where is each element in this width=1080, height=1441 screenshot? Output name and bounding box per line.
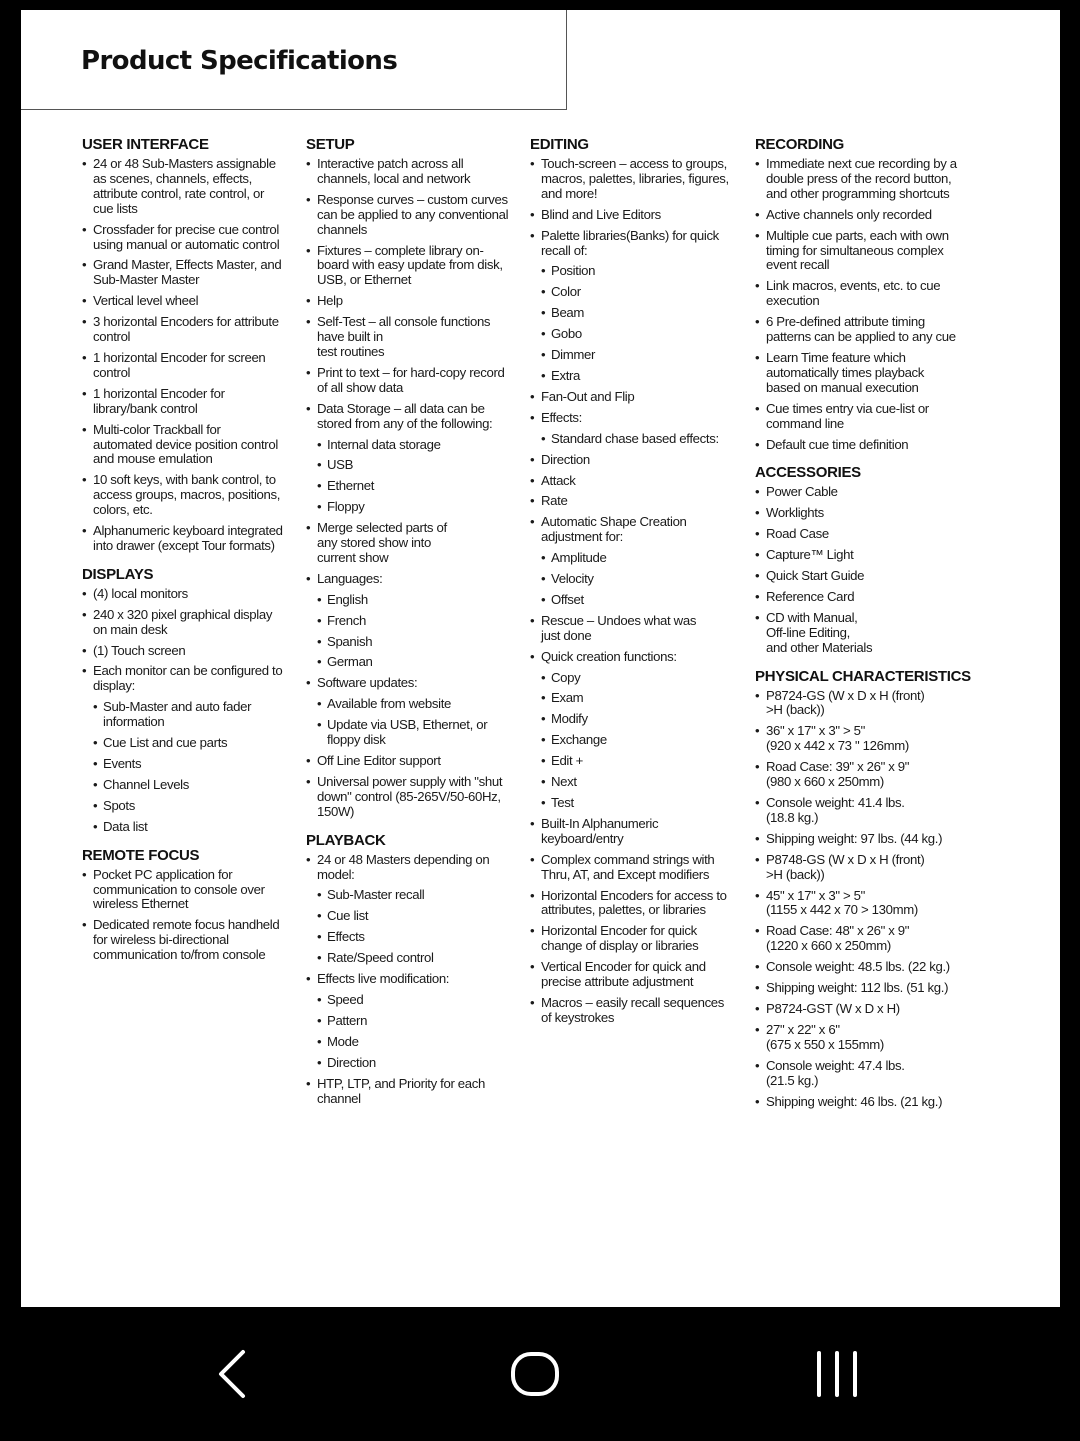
spec-item: • Languages: <box>306 572 528 587</box>
spec-subitem: • Channel Levels <box>82 778 304 793</box>
spec-item: • Merge selected parts of any stored show into current show <box>306 521 528 566</box>
spec-list <box>306 157 528 820</box>
spec-subitem: • Available from website <box>306 697 528 712</box>
spec-subitem: • Update via USB, Ethernet, or floppy disk <box>306 718 528 748</box>
spec-item: • Self-Test – all console functions have built in test routines <box>306 315 528 360</box>
spec-item: • Off Line Editor support <box>306 754 528 769</box>
spec-list <box>306 853 528 1107</box>
spec-subitem: • Effects <box>306 930 528 945</box>
spec-item: • Fixtures – complete library on- board with easy update from disk, USB, or Ethernet <box>306 244 528 289</box>
spec-subitem: • Position <box>530 264 752 279</box>
spec-item: • HTP, LTP, and Priority for each channel <box>306 1077 528 1107</box>
spec-item: • Palette libraries(Banks) for quick recall of: <box>530 229 752 259</box>
spec-item: • Quick Start Guide <box>755 569 977 584</box>
spec-item: • 24 or 48 Sub-Masters assignable as scenes, channels, effects, attribute control, rate control, or cue lists <box>82 157 304 217</box>
spec-item: • 3 horizontal Encoders for attribute control <box>82 315 304 345</box>
spec-subitem: • Spots <box>82 799 304 814</box>
column-3 <box>530 136 752 1038</box>
spec-item: • Universal power supply with "shut down" control (85-265V/50-60Hz, 150W) <box>306 775 528 820</box>
spec-list <box>530 157 752 1026</box>
spec-subitem: • German <box>306 655 528 670</box>
spec-item: • Effects live modification: <box>306 972 528 987</box>
spec-subitem: • Extra <box>530 369 752 384</box>
spec-subitem: • Ethernet <box>306 479 528 494</box>
spec-section <box>306 136 528 820</box>
recents-button[interactable] <box>792 1339 882 1409</box>
spec-item: • 6 Pre-defined attribute timing patterns can be applied to any cue <box>755 315 977 345</box>
spec-subitem: • Beam <box>530 306 752 321</box>
back-button[interactable] <box>188 1339 278 1409</box>
spec-subitem: • Pattern <box>306 1014 528 1029</box>
spec-subitem: • Offset <box>530 593 752 608</box>
section-heading: ACCESSORIES <box>755 464 861 482</box>
home-button[interactable] <box>490 1339 580 1409</box>
spec-section <box>82 566 304 835</box>
spec-item: • P8748-GS (W x D x H (front) >H (back)) <box>755 853 977 883</box>
spec-item: • Pocket PC application for communication to console over wireless Ethernet <box>82 868 304 913</box>
spec-item: • Touch-screen – access to groups, macros, palettes, libraries, figures, and more! <box>530 157 752 202</box>
spec-subitem: • Gobo <box>530 327 752 342</box>
spec-subitem: • Mode <box>306 1035 528 1050</box>
spec-item: • Crossfader for precise cue control using manual or automatic control <box>82 223 304 253</box>
spec-item: • Grand Master, Effects Master, and Sub-Master Master <box>82 258 304 288</box>
spec-subitem: • English <box>306 593 528 608</box>
spec-subitem: • Modify <box>530 712 752 727</box>
spec-item: • Effects: <box>530 411 752 426</box>
document-page <box>21 10 1060 1307</box>
spec-subitem: • Data list <box>82 820 304 835</box>
spec-subitem: • Standard chase based effects: <box>530 432 752 447</box>
spec-list <box>82 587 304 835</box>
section-heading: SETUP <box>306 136 355 153</box>
spec-item: • Built-In Alphanumeric keyboard/entry <box>530 817 752 847</box>
spec-item: • Road Case <box>755 527 977 542</box>
spec-item: • P8724-GS (W x D x H (front) >H (back)) <box>755 689 977 719</box>
spec-section <box>755 136 977 452</box>
spec-item: • Active channels only recorded <box>755 208 977 223</box>
spec-item: • (1) Touch screen <box>82 644 304 659</box>
section-heading: PHYSICAL CHARACTERISTICS <box>755 667 971 685</box>
section-heading: USER INTERFACE <box>82 136 209 153</box>
spec-item: • Help <box>306 294 528 309</box>
spec-subitem: • Speed <box>306 993 528 1008</box>
back-icon <box>213 1349 253 1399</box>
spec-item: • Quick creation functions: <box>530 650 752 665</box>
spec-list <box>755 485 977 655</box>
spec-subitem: • Velocity <box>530 572 752 587</box>
spec-item: • 1 horizontal Encoder for library/bank control <box>82 387 304 417</box>
spec-subitem: • Spanish <box>306 635 528 650</box>
spec-item: • P8724-GST (W x D x H) <box>755 1002 977 1017</box>
spec-subitem: • Rate/Speed control <box>306 951 528 966</box>
spec-subitem: • Direction <box>306 1056 528 1071</box>
spec-item: • Print to text – for hard-copy record of all show data <box>306 366 528 396</box>
spec-item: • Automatic Shape Creation adjustment for: <box>530 515 752 545</box>
spec-item: • Console weight: 48.5 lbs. (22 kg.) <box>755 960 977 975</box>
spec-subitem: • Internal data storage <box>306 438 528 453</box>
spec-item: • Vertical Encoder for quick and precise attribute adjustment <box>530 960 752 990</box>
spec-item: • Macros – easily recall sequences of keystrokes <box>530 996 752 1026</box>
spec-subitem: • Next <box>530 775 752 790</box>
spec-subitem: • Cue list <box>306 909 528 924</box>
spec-item: • Console weight: 41.4 lbs. (18.8 kg.) <box>755 796 977 826</box>
spec-item: • Horizontal Encoder for quick change of display or libraries <box>530 924 752 954</box>
spec-item: • Blind and Live Editors <box>530 208 752 223</box>
spec-subitem: • French <box>306 614 528 629</box>
android-nav-bar <box>0 1307 1080 1441</box>
spec-section <box>530 136 752 1026</box>
spec-item: • Software updates: <box>306 676 528 691</box>
spec-item: • Shipping weight: 97 lbs. (44 kg.) <box>755 832 977 847</box>
spec-item: • 10 soft keys, with bank control, to access groups, macros, positions, colors, etc. <box>82 473 304 518</box>
home-icon <box>510 1349 560 1399</box>
spec-subitem: • Amplitude <box>530 551 752 566</box>
spec-subitem: • Exam <box>530 691 752 706</box>
spec-item: • Multiple cue parts, each with own timing for simultaneous complex event recall <box>755 229 977 274</box>
spec-item: • Console weight: 47.4 lbs. (21.5 kg.) <box>755 1059 977 1089</box>
section-heading: RECORDING <box>755 136 844 153</box>
spec-item: • Interactive patch across all channels, local and network <box>306 157 528 187</box>
spec-subitem: • Sub-Master and auto fader information <box>82 700 304 730</box>
section-heading: DISPLAYS <box>82 565 154 583</box>
spec-item: • Power Cable <box>755 485 977 500</box>
title-box <box>21 10 567 110</box>
spec-item: • Worklights <box>755 506 977 521</box>
spec-item: • Link macros, events, etc. to cue execution <box>755 279 977 309</box>
spec-item: • Rate <box>530 494 752 509</box>
spec-item: • Vertical level wheel <box>82 294 304 309</box>
spec-subitem: • Edit + <box>530 754 752 769</box>
spec-item: • Shipping weight: 112 lbs. (51 kg.) <box>755 981 977 996</box>
spec-item: • Reference Card <box>755 590 977 605</box>
spec-item: • Response curves – custom curves can be applied to any conventional channels <box>306 193 528 238</box>
column-1 <box>82 136 304 975</box>
spec-subitem: • Cue List and cue parts <box>82 736 304 751</box>
spec-item: • 1 horizontal Encoder for screen control <box>82 351 304 381</box>
spec-subitem: • Floppy <box>306 500 528 515</box>
spec-item: • Cue times entry via cue-list or command line <box>755 402 977 432</box>
spec-item: • 36" x 17" x 3" > 5" (920 x 442 x 73 " 126mm) <box>755 724 977 754</box>
spec-item: • Multi-color Trackball for automated device position control and mouse emulation <box>82 423 304 468</box>
spec-item: • Each monitor can be configured to display: <box>82 664 304 694</box>
spec-item: • 27" x 22" x 6" (675 x 550 x 155mm) <box>755 1023 977 1053</box>
spec-item: • Dedicated remote focus handheld for wireless bi-directional communication to/from console <box>82 918 304 963</box>
spec-item: • 24 or 48 Masters depending on model: <box>306 853 528 883</box>
spec-section <box>306 832 528 1107</box>
spec-item: • Alphanumeric keyboard integrated into drawer (except Tour formats) <box>82 524 304 554</box>
spec-section <box>82 847 304 963</box>
spec-item: • Immediate next cue recording by a double press of the record button, and other programming shortcuts <box>755 157 977 202</box>
spec-item: • 240 x 320 pixel graphical display on main desk <box>82 608 304 638</box>
spec-item: • Fan-Out and Flip <box>530 390 752 405</box>
spec-item: • Shipping weight: 46 lbs. (21 kg.) <box>755 1095 977 1110</box>
spec-list <box>82 868 304 963</box>
spec-subitem: • Exchange <box>530 733 752 748</box>
spec-item: • Rescue – Undoes what was just done <box>530 614 752 644</box>
spec-subitem: • USB <box>306 458 528 473</box>
recents-icon <box>812 1349 862 1399</box>
spec-list <box>82 157 304 554</box>
spec-subitem: • Test <box>530 796 752 811</box>
spec-item: • Complex command strings with Thru, AT, and Except modifiers <box>530 853 752 883</box>
section-heading: EDITING <box>530 136 589 153</box>
spec-item: • Horizontal Encoders for access to attributes, palettes, or libraries <box>530 889 752 919</box>
spec-subitem: • Color <box>530 285 752 300</box>
spec-item: • Road Case: 39" x 26" x 9" (980 x 660 x 250mm) <box>755 760 977 790</box>
page-title: Product Specifications <box>81 46 398 76</box>
spec-list <box>755 157 977 452</box>
spec-item: • Default cue time definition <box>755 438 977 453</box>
spec-item: • (4) local monitors <box>82 587 304 602</box>
spec-item: • Road Case: 48" x 26" x 9" (1220 x 660 x 250mm) <box>755 924 977 954</box>
spec-subitem: • Events <box>82 757 304 772</box>
spec-section <box>755 668 977 1110</box>
section-heading: PLAYBACK <box>306 831 386 849</box>
spec-list <box>755 689 977 1110</box>
column-4 <box>755 136 977 1121</box>
spec-item: • Direction <box>530 453 752 468</box>
spec-subitem: • Dimmer <box>530 348 752 363</box>
spec-subitem: • Copy <box>530 671 752 686</box>
column-2 <box>306 136 528 1118</box>
spec-section <box>82 136 304 554</box>
spec-item: • Attack <box>530 474 752 489</box>
spec-item: • Capture™ Light <box>755 548 977 563</box>
spec-item: • Data Storage – all data can be stored from any of the following: <box>306 402 528 432</box>
spec-item: • CD with Manual, Off-line Editing, and other Materials <box>755 611 977 656</box>
section-heading: REMOTE FOCUS <box>82 846 200 864</box>
spec-item: • Learn Time feature which automatically times playback based on manual execution <box>755 351 977 396</box>
spec-subitem: • Sub-Master recall <box>306 888 528 903</box>
spec-item: • 45" x 17" x 3" > 5" (1155 x 442 x 70 > 130mm) <box>755 889 977 919</box>
spec-section <box>755 464 977 655</box>
